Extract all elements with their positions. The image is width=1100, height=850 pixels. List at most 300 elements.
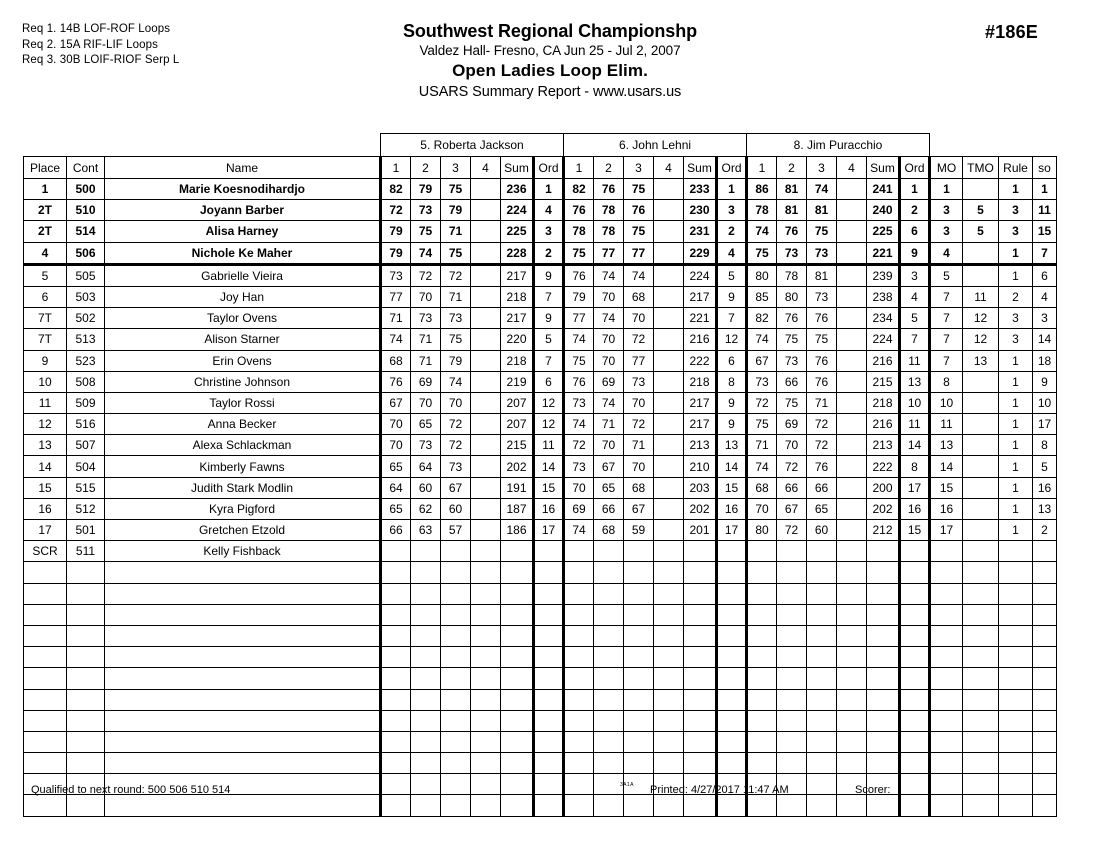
table-row[interactable] bbox=[24, 286, 1057, 307]
cell-j3-sum: 234 bbox=[867, 308, 900, 329]
cell-j1-ord: 2 bbox=[534, 242, 564, 264]
table-row[interactable] bbox=[24, 329, 1057, 350]
cell-j2-sum: 224 bbox=[684, 264, 717, 286]
cell-rule bbox=[999, 668, 1033, 689]
cell-j3-elem-2: 66 bbox=[777, 477, 807, 498]
table-row[interactable] bbox=[24, 308, 1057, 329]
cell-j2-elem-3: 73 bbox=[624, 371, 654, 392]
table-row[interactable] bbox=[24, 392, 1057, 413]
cell-j1-elem-2: 65 bbox=[411, 414, 441, 435]
cell-place: 7T bbox=[24, 329, 67, 350]
cell-j3-ord: 15 bbox=[900, 520, 930, 541]
cell-place bbox=[24, 731, 67, 752]
cell-j1-elem-4 bbox=[471, 477, 501, 498]
cell-j1-sum: 218 bbox=[501, 286, 534, 307]
cell-j1-elem-1: 64 bbox=[381, 477, 411, 498]
cell-j1-sum bbox=[501, 710, 534, 731]
cell-j2-elem-4 bbox=[654, 221, 684, 242]
cell-j1-elem-1: 73 bbox=[381, 264, 411, 286]
cell-so: 10 bbox=[1033, 392, 1057, 413]
cell-j1-elem-2: 70 bbox=[411, 392, 441, 413]
cell-j2-elem-4 bbox=[654, 371, 684, 392]
cell-j1-elem-3: 72 bbox=[441, 414, 471, 435]
cell-j2-sum: 229 bbox=[684, 242, 717, 264]
cell-j1-sum: 225 bbox=[501, 221, 534, 242]
table-row[interactable] bbox=[24, 477, 1057, 498]
cell-j1-elem-2: 75 bbox=[411, 221, 441, 242]
cell-j3-elem-1: 85 bbox=[747, 286, 777, 307]
cell-j3-elem-3: 76 bbox=[807, 456, 837, 477]
table-row[interactable] bbox=[24, 242, 1057, 264]
cell-mo: 17 bbox=[930, 520, 963, 541]
cell-j2-sum: 221 bbox=[684, 308, 717, 329]
cell-name bbox=[105, 753, 381, 774]
cell-j2-elem-3: 75 bbox=[624, 221, 654, 242]
cell-j2-sum: 216 bbox=[684, 329, 717, 350]
cell-j3-elem-2: 80 bbox=[777, 286, 807, 307]
cell-j3-ord: 9 bbox=[900, 242, 930, 264]
table-row-blank[interactable] bbox=[24, 753, 1057, 774]
table-row[interactable] bbox=[24, 498, 1057, 519]
cell-j2-elem-4 bbox=[654, 414, 684, 435]
column-header-row bbox=[24, 157, 1057, 179]
cell-j2-ord bbox=[717, 562, 747, 583]
cell-j1-elem-2 bbox=[411, 710, 441, 731]
judge-band-spacer bbox=[24, 134, 381, 157]
cell-mo bbox=[930, 668, 963, 689]
table-row-blank[interactable] bbox=[24, 689, 1057, 710]
requirement-item: Req 2. 15A RIF-LIF Loops bbox=[22, 38, 158, 51]
cell-tmo bbox=[963, 392, 999, 413]
cell-j1-elem-4 bbox=[471, 710, 501, 731]
cell-j1-elem-3: 72 bbox=[441, 435, 471, 456]
cell-j2-elem-2: 68 bbox=[594, 520, 624, 541]
cell-j2-ord bbox=[717, 647, 747, 668]
cell-rule bbox=[999, 753, 1033, 774]
cell-cont: 504 bbox=[67, 456, 105, 477]
cell-j2-ord: 9 bbox=[717, 286, 747, 307]
cell-j1-elem-1: 77 bbox=[381, 286, 411, 307]
cell-j1-elem-2 bbox=[411, 625, 441, 646]
cell-j2-sum: 218 bbox=[684, 371, 717, 392]
cell-j3-elem-4 bbox=[837, 562, 867, 583]
cell-j3-elem-1: 75 bbox=[747, 414, 777, 435]
cell-j3-ord bbox=[900, 647, 930, 668]
table-row[interactable] bbox=[24, 414, 1057, 435]
cell-j1-ord: 1 bbox=[534, 179, 564, 200]
cell-cont bbox=[67, 583, 105, 604]
cell-j1-sum: 220 bbox=[501, 329, 534, 350]
cell-j3-elem-4 bbox=[837, 647, 867, 668]
cell-j3-elem-3: 65 bbox=[807, 498, 837, 519]
cell-j3-elem-3 bbox=[807, 710, 837, 731]
cell-j2-elem-2 bbox=[594, 541, 624, 562]
cell-j2-elem-2 bbox=[594, 562, 624, 583]
cell-j1-elem-2: 64 bbox=[411, 456, 441, 477]
cell-j2-sum: 231 bbox=[684, 221, 717, 242]
cell-cont: 508 bbox=[67, 371, 105, 392]
cell-place: 14 bbox=[24, 456, 67, 477]
page-title: Southwest Regional Championshp bbox=[402, 21, 697, 41]
cell-j2-elem-3 bbox=[624, 668, 654, 689]
cell-place: 15 bbox=[24, 477, 67, 498]
cell-mo: 13 bbox=[930, 435, 963, 456]
cell-j2-ord: 9 bbox=[717, 392, 747, 413]
cell-j2-elem-1: 73 bbox=[564, 392, 594, 413]
cell-mo: 14 bbox=[930, 456, 963, 477]
cell-j1-sum: 224 bbox=[501, 200, 534, 221]
cell-j2-elem-4 bbox=[654, 456, 684, 477]
cell-j3-elem-1: 75 bbox=[747, 242, 777, 264]
cell-rule: 1 bbox=[999, 179, 1033, 200]
cell-j1-ord: 5 bbox=[534, 329, 564, 350]
cell-so bbox=[1033, 689, 1057, 710]
cell-tmo: 5 bbox=[963, 221, 999, 242]
cell-mo: 3 bbox=[930, 221, 963, 242]
table-row[interactable] bbox=[24, 520, 1057, 541]
cell-j1-sum: 207 bbox=[501, 414, 534, 435]
table-row[interactable] bbox=[24, 456, 1057, 477]
cell-mo: 7 bbox=[930, 308, 963, 329]
table-row[interactable] bbox=[24, 179, 1057, 200]
cell-mo bbox=[930, 731, 963, 752]
cell-j3-ord bbox=[900, 541, 930, 562]
cell-j1-elem-1: 65 bbox=[381, 498, 411, 519]
judge-band-label-2: 6. John Lehni bbox=[564, 134, 747, 157]
cell-j1-elem-1: 79 bbox=[381, 221, 411, 242]
cell-j3-elem-1: 67 bbox=[747, 350, 777, 371]
cell-j2-sum: 230 bbox=[684, 200, 717, 221]
cell-rule: 1 bbox=[999, 392, 1033, 413]
cell-j1-elem-4 bbox=[471, 604, 501, 625]
form-code-mark: 3A1A bbox=[620, 782, 634, 788]
cell-so: 3 bbox=[1033, 308, 1057, 329]
col-header-j1-elem-2: 2 bbox=[411, 157, 441, 179]
cell-rule: 1 bbox=[999, 477, 1033, 498]
cell-j3-sum: 241 bbox=[867, 179, 900, 200]
cell-j3-elem-3 bbox=[807, 647, 837, 668]
cell-rule: 1 bbox=[999, 498, 1033, 519]
cell-j3-ord: 8 bbox=[900, 456, 930, 477]
cell-j1-elem-2: 73 bbox=[411, 435, 441, 456]
table-row[interactable] bbox=[24, 200, 1057, 221]
cell-j3-elem-3: 76 bbox=[807, 308, 837, 329]
cell-rule: 1 bbox=[999, 264, 1033, 286]
cell-j1-sum bbox=[501, 647, 534, 668]
cell-j1-elem-4 bbox=[471, 562, 501, 583]
cell-tmo: 12 bbox=[963, 308, 999, 329]
cell-j2-elem-1 bbox=[564, 541, 594, 562]
cell-j1-ord: 17 bbox=[534, 520, 564, 541]
cell-j1-sum: 215 bbox=[501, 435, 534, 456]
cell-j1-elem-3 bbox=[441, 689, 471, 710]
cell-j2-elem-1 bbox=[564, 583, 594, 604]
cell-tmo bbox=[963, 647, 999, 668]
cell-j3-elem-2: 81 bbox=[777, 200, 807, 221]
cell-name: Kyra Pigford bbox=[105, 498, 381, 519]
cell-j2-elem-2 bbox=[594, 583, 624, 604]
cell-so: 13 bbox=[1033, 498, 1057, 519]
cell-j3-elem-1: 74 bbox=[747, 456, 777, 477]
cell-j3-ord: 2 bbox=[900, 200, 930, 221]
cell-tmo bbox=[963, 435, 999, 456]
cell-j3-elem-3: 73 bbox=[807, 242, 837, 264]
cell-cont bbox=[67, 731, 105, 752]
cell-j1-elem-2 bbox=[411, 753, 441, 774]
cell-so: 9 bbox=[1033, 371, 1057, 392]
cell-j3-sum: 200 bbox=[867, 477, 900, 498]
cell-j2-elem-2: 70 bbox=[594, 435, 624, 456]
cell-tmo bbox=[963, 689, 999, 710]
cell-j3-elem-4 bbox=[837, 414, 867, 435]
cell-j1-elem-1 bbox=[381, 604, 411, 625]
cell-j3-elem-3 bbox=[807, 689, 837, 710]
cell-j1-elem-3 bbox=[441, 541, 471, 562]
table-row-blank[interactable] bbox=[24, 647, 1057, 668]
table-row-blank[interactable] bbox=[24, 625, 1057, 646]
cell-j2-elem-1: 78 bbox=[564, 221, 594, 242]
cell-mo bbox=[930, 710, 963, 731]
cell-so bbox=[1033, 731, 1057, 752]
requirement-item: Req 3. 30B LOIF-RIOF Serp L bbox=[22, 54, 180, 66]
cell-j1-elem-2: 69 bbox=[411, 371, 441, 392]
cell-j1-ord bbox=[534, 689, 564, 710]
cell-j2-ord: 12 bbox=[717, 329, 747, 350]
cell-j1-elem-1 bbox=[381, 668, 411, 689]
cell-cont: 514 bbox=[67, 221, 105, 242]
cell-so bbox=[1033, 625, 1057, 646]
cell-rule: 1 bbox=[999, 520, 1033, 541]
cell-j1-ord: 14 bbox=[534, 456, 564, 477]
cell-j3-elem-1: 74 bbox=[747, 221, 777, 242]
cell-j3-sum: 213 bbox=[867, 435, 900, 456]
cell-j1-elem-1: 76 bbox=[381, 371, 411, 392]
cell-cont: 505 bbox=[67, 264, 105, 286]
cell-j2-elem-4 bbox=[654, 647, 684, 668]
col-header-j3-elem-1: 1 bbox=[747, 157, 777, 179]
cell-place: 13 bbox=[24, 435, 67, 456]
cell-j1-elem-4 bbox=[471, 731, 501, 752]
cell-j3-elem-2 bbox=[777, 625, 807, 646]
cell-tmo bbox=[963, 583, 999, 604]
cell-so: 5 bbox=[1033, 456, 1057, 477]
cell-j1-sum: 236 bbox=[501, 179, 534, 200]
cell-j2-elem-2 bbox=[594, 710, 624, 731]
cell-j1-elem-3: 74 bbox=[441, 371, 471, 392]
cell-j3-elem-1 bbox=[747, 625, 777, 646]
cell-j1-elem-2 bbox=[411, 604, 441, 625]
table-row-blank[interactable] bbox=[24, 731, 1057, 752]
table-row[interactable] bbox=[24, 221, 1057, 242]
cell-j2-sum bbox=[684, 710, 717, 731]
cell-j3-elem-3: 75 bbox=[807, 221, 837, 242]
cell-j2-elem-1: 74 bbox=[564, 520, 594, 541]
cell-j1-ord bbox=[534, 710, 564, 731]
cell-so: 1 bbox=[1033, 179, 1057, 200]
cell-j2-sum bbox=[684, 731, 717, 752]
cell-rule bbox=[999, 541, 1033, 562]
cell-so: 11 bbox=[1033, 200, 1057, 221]
cell-so: 2 bbox=[1033, 520, 1057, 541]
cell-tmo bbox=[963, 562, 999, 583]
cell-j1-elem-2 bbox=[411, 583, 441, 604]
cell-j1-elem-2: 79 bbox=[411, 179, 441, 200]
cell-place: 11 bbox=[24, 392, 67, 413]
cell-rule bbox=[999, 562, 1033, 583]
cell-j2-ord bbox=[717, 604, 747, 625]
cell-j2-sum: 203 bbox=[684, 477, 717, 498]
table-row[interactable] bbox=[24, 541, 1057, 562]
col-header-rule: Rule bbox=[999, 157, 1033, 179]
cell-j2-elem-2: 76 bbox=[594, 179, 624, 200]
cell-j2-elem-2: 70 bbox=[594, 329, 624, 350]
cell-name bbox=[105, 583, 381, 604]
table-row-blank[interactable] bbox=[24, 668, 1057, 689]
cell-j3-ord bbox=[900, 731, 930, 752]
judge-band-tail bbox=[930, 134, 1057, 157]
cell-j2-sum bbox=[684, 753, 717, 774]
cell-cont bbox=[67, 668, 105, 689]
cell-j3-elem-3 bbox=[807, 562, 837, 583]
cell-j3-elem-2: 76 bbox=[777, 221, 807, 242]
cell-j1-ord: 7 bbox=[534, 286, 564, 307]
cell-j1-sum bbox=[501, 731, 534, 752]
event-title: Open Ladies Loop Elim. bbox=[452, 61, 648, 80]
cell-name: Erin Ovens bbox=[105, 350, 381, 371]
cell-j1-ord bbox=[534, 583, 564, 604]
cell-j2-ord: 7 bbox=[717, 308, 747, 329]
cell-j2-elem-4 bbox=[654, 200, 684, 221]
cell-so: 17 bbox=[1033, 414, 1057, 435]
cell-so bbox=[1033, 668, 1057, 689]
cell-so: 8 bbox=[1033, 435, 1057, 456]
cell-j3-elem-4 bbox=[837, 329, 867, 350]
cell-j1-elem-4 bbox=[471, 456, 501, 477]
cell-j3-ord: 5 bbox=[900, 308, 930, 329]
cell-place bbox=[24, 689, 67, 710]
cell-j1-elem-1 bbox=[381, 541, 411, 562]
cell-name bbox=[105, 604, 381, 625]
cell-j1-ord bbox=[534, 753, 564, 774]
cell-j1-elem-4 bbox=[471, 498, 501, 519]
cell-j3-ord: 11 bbox=[900, 414, 930, 435]
cell-j3-elem-3 bbox=[807, 668, 837, 689]
cell-name: Marie Koesnodihardjo bbox=[105, 179, 381, 200]
cell-j3-sum: 212 bbox=[867, 520, 900, 541]
cell-j3-elem-1: 78 bbox=[747, 200, 777, 221]
cell-j3-elem-3: 76 bbox=[807, 350, 837, 371]
cell-j1-elem-3: 73 bbox=[441, 308, 471, 329]
cell-j2-elem-3: 76 bbox=[624, 200, 654, 221]
table-row[interactable] bbox=[24, 371, 1057, 392]
cell-name: Kimberly Fawns bbox=[105, 456, 381, 477]
cell-j1-sum: 202 bbox=[501, 456, 534, 477]
cell-j1-ord bbox=[534, 604, 564, 625]
table-row[interactable] bbox=[24, 264, 1057, 286]
cell-j1-elem-1 bbox=[381, 710, 411, 731]
cell-j3-elem-2 bbox=[777, 604, 807, 625]
cell-j1-elem-1: 70 bbox=[381, 435, 411, 456]
cell-cont: 501 bbox=[67, 520, 105, 541]
cell-j3-elem-4 bbox=[837, 498, 867, 519]
cell-j2-ord bbox=[717, 668, 747, 689]
table-row-blank[interactable] bbox=[24, 710, 1057, 731]
cell-j1-elem-4 bbox=[471, 414, 501, 435]
cell-j2-elem-3: 75 bbox=[624, 179, 654, 200]
cell-place: SCR bbox=[24, 541, 67, 562]
cell-j3-elem-4 bbox=[837, 520, 867, 541]
cell-j2-elem-3 bbox=[624, 583, 654, 604]
col-header-j1-elem-1: 1 bbox=[381, 157, 411, 179]
col-header-j1-elem-4: 4 bbox=[471, 157, 501, 179]
cell-j1-ord: 3 bbox=[534, 221, 564, 242]
cell-j1-elem-2: 73 bbox=[411, 308, 441, 329]
cell-j1-sum: 207 bbox=[501, 392, 534, 413]
cell-j1-elem-4 bbox=[471, 329, 501, 350]
cell-j3-ord: 3 bbox=[900, 264, 930, 286]
cell-j3-elem-3 bbox=[807, 731, 837, 752]
cell-j2-elem-3 bbox=[624, 689, 654, 710]
cell-tmo bbox=[963, 731, 999, 752]
table-row-blank[interactable] bbox=[24, 604, 1057, 625]
cell-j2-elem-4 bbox=[654, 625, 684, 646]
cell-j1-elem-4 bbox=[471, 179, 501, 200]
report-footer bbox=[0, 782, 1100, 802]
cell-j2-elem-2 bbox=[594, 625, 624, 646]
cell-j2-sum bbox=[684, 625, 717, 646]
cell-j1-elem-1: 66 bbox=[381, 520, 411, 541]
cell-j1-sum: 217 bbox=[501, 264, 534, 286]
cell-j2-elem-4 bbox=[654, 520, 684, 541]
cell-so: 14 bbox=[1033, 329, 1057, 350]
cell-name bbox=[105, 625, 381, 646]
table-row[interactable] bbox=[24, 350, 1057, 371]
cell-j1-elem-4 bbox=[471, 689, 501, 710]
cell-tmo: 11 bbox=[963, 286, 999, 307]
cell-j3-ord: 10 bbox=[900, 392, 930, 413]
cell-name: Taylor Rossi bbox=[105, 392, 381, 413]
cell-j1-elem-3 bbox=[441, 668, 471, 689]
table-row-blank[interactable] bbox=[24, 583, 1057, 604]
cell-j3-elem-4 bbox=[837, 583, 867, 604]
cell-j1-elem-2: 72 bbox=[411, 264, 441, 286]
cell-j3-sum bbox=[867, 583, 900, 604]
cell-cont: 500 bbox=[67, 179, 105, 200]
cell-j2-elem-2: 78 bbox=[594, 221, 624, 242]
cell-j3-elem-2 bbox=[777, 689, 807, 710]
cell-j1-elem-4 bbox=[471, 200, 501, 221]
cell-j3-elem-1 bbox=[747, 604, 777, 625]
cell-j2-elem-1 bbox=[564, 689, 594, 710]
judge-band-label-1: 5. Roberta Jackson bbox=[381, 134, 564, 157]
cell-j3-elem-2: 66 bbox=[777, 371, 807, 392]
cell-j2-elem-1: 75 bbox=[564, 242, 594, 264]
cell-name: Joyann Barber bbox=[105, 200, 381, 221]
table-row[interactable] bbox=[24, 435, 1057, 456]
report-title-block bbox=[0, 21, 1100, 103]
table-row-blank[interactable] bbox=[24, 562, 1057, 583]
cell-cont: 507 bbox=[67, 435, 105, 456]
cell-j2-elem-4 bbox=[654, 753, 684, 774]
cell-j1-elem-3 bbox=[441, 731, 471, 752]
results-table bbox=[23, 133, 1057, 817]
cell-j3-ord bbox=[900, 710, 930, 731]
cell-j3-elem-2 bbox=[777, 541, 807, 562]
document-code: #186E bbox=[984, 22, 1038, 42]
cell-rule: 2 bbox=[999, 286, 1033, 307]
cell-j1-ord: 7 bbox=[534, 350, 564, 371]
cell-j2-elem-4 bbox=[654, 477, 684, 498]
